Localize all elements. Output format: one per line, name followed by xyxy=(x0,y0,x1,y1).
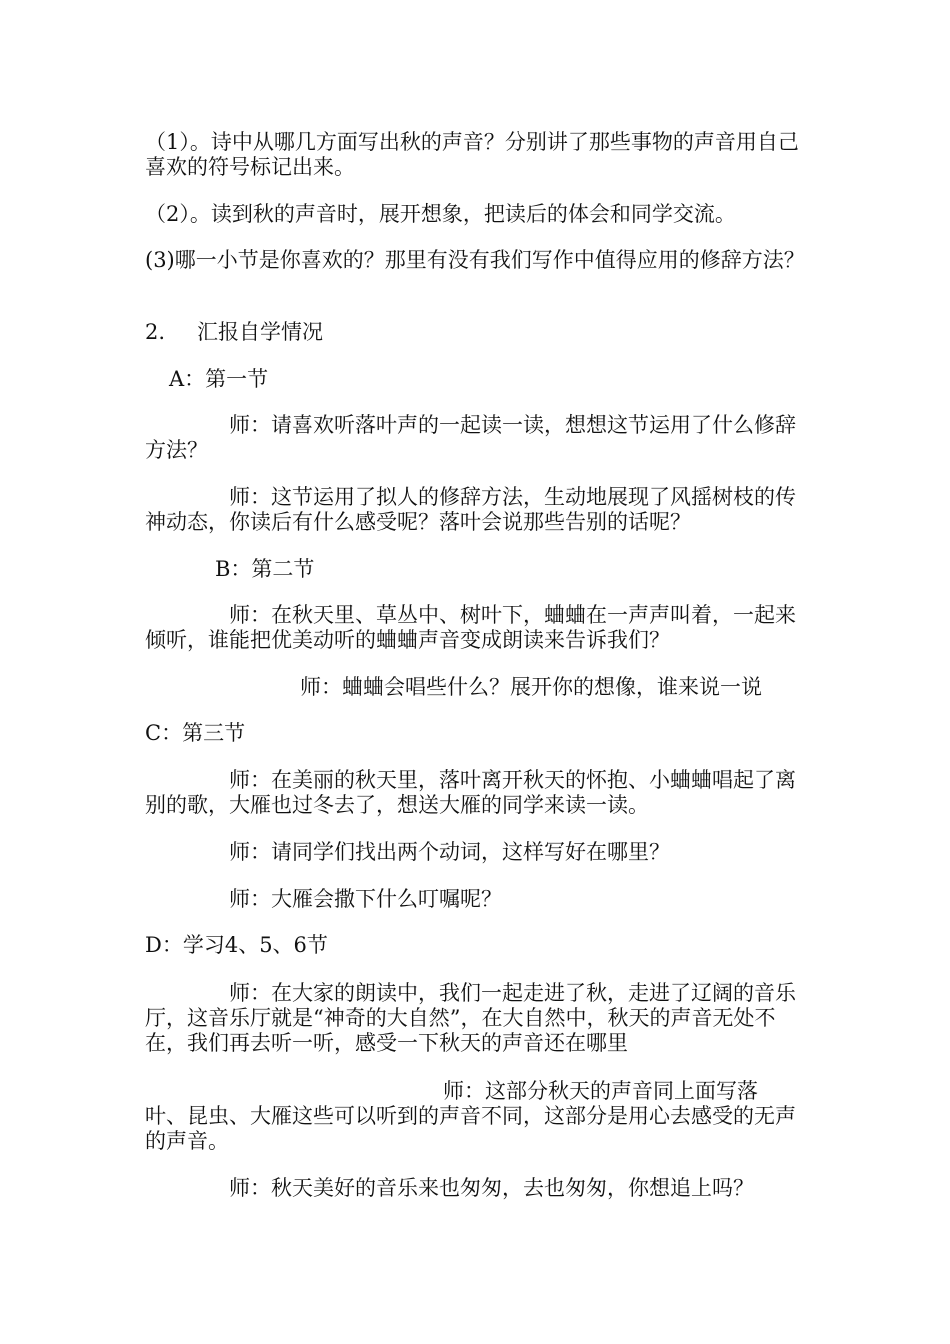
section-d-teacher-2-start: 师：这部分秋天的声音同上面写落 xyxy=(443,1079,758,1103)
section-c-heading: C：第三节 xyxy=(145,721,246,745)
section-d-teacher-3: 师：秋天美好的音乐来也匆匆，去也匆匆，你想追上吗？ xyxy=(229,1176,754,1200)
section-a-heading: A：第一节 xyxy=(169,367,269,391)
section-d-teacher-1: 师：在大家的朗读中，我们一起走进了秋，走进了辽阔的音乐厅，这音乐厅就是“神奇的大自然”，在大自然中，秋天的声音无处不在，我们再去听一听，感受一下秋天的声音还在哪里 xyxy=(145,981,796,1055)
question-3: (3)哪一小节是你喜欢的？那里有没有我们写作中值得应用的修辞方法？ xyxy=(145,248,805,272)
section-c-teacher-3: 师：大雁会撒下什么叮嘱呢？ xyxy=(229,887,502,911)
section-d-teacher-2-rest: 叶、昆虫、大雁这些可以听到的声音不同，这部分是用心去感受的无声的声音。 xyxy=(145,1104,796,1153)
question-1: （1）。诗中从哪几方面写出秋的声音？分别讲了那些事物的声音用自己喜欢的符号标记出来。 xyxy=(145,130,799,179)
question-2: （2）。读到秋的声音时，展开想象，把读后的体会和同学交流。 xyxy=(145,202,736,226)
step-2-number: 2. xyxy=(145,320,166,344)
section-b-teacher-2: 师：蛐蛐会唱些什么？展开你的想像，谁来说一说 xyxy=(300,675,762,699)
section-a-teacher-2: 师：这节运用了拟人的修辞方法，生动地展现了风摇树枝的传神动态，你读后有什么感受呢？落叶会说那些告别的话呢？ xyxy=(145,485,796,534)
section-a-teacher-1: 师：请喜欢听落叶声的一起读一读，想想这节运用了什么修辞方法？ xyxy=(145,413,796,462)
section-c-teacher-2: 师：请同学们找出两个动词，这样写好在哪里？ xyxy=(229,840,670,864)
section-c-teacher-1: 师：在美丽的秋天里，落叶离开秋天的怀抱、小蛐蛐唱起了离别的歌，大雁也过冬去了，想送大雁的同学来读一读。 xyxy=(145,768,796,817)
section-d-heading: D：学习4、5、6节 xyxy=(145,933,328,957)
step-2-title: 汇报自学情况 xyxy=(197,320,324,344)
section-b-teacher-1: 师：在秋天里、草丛中、树叶下，蛐蛐在一声声叫着，一起来倾听，谁能把优美动听的蛐蛐声音变成朗读来告诉我们？ xyxy=(145,603,796,652)
section-b-heading: B：第二节 xyxy=(215,557,315,581)
step-2-heading xyxy=(145,320,810,345)
